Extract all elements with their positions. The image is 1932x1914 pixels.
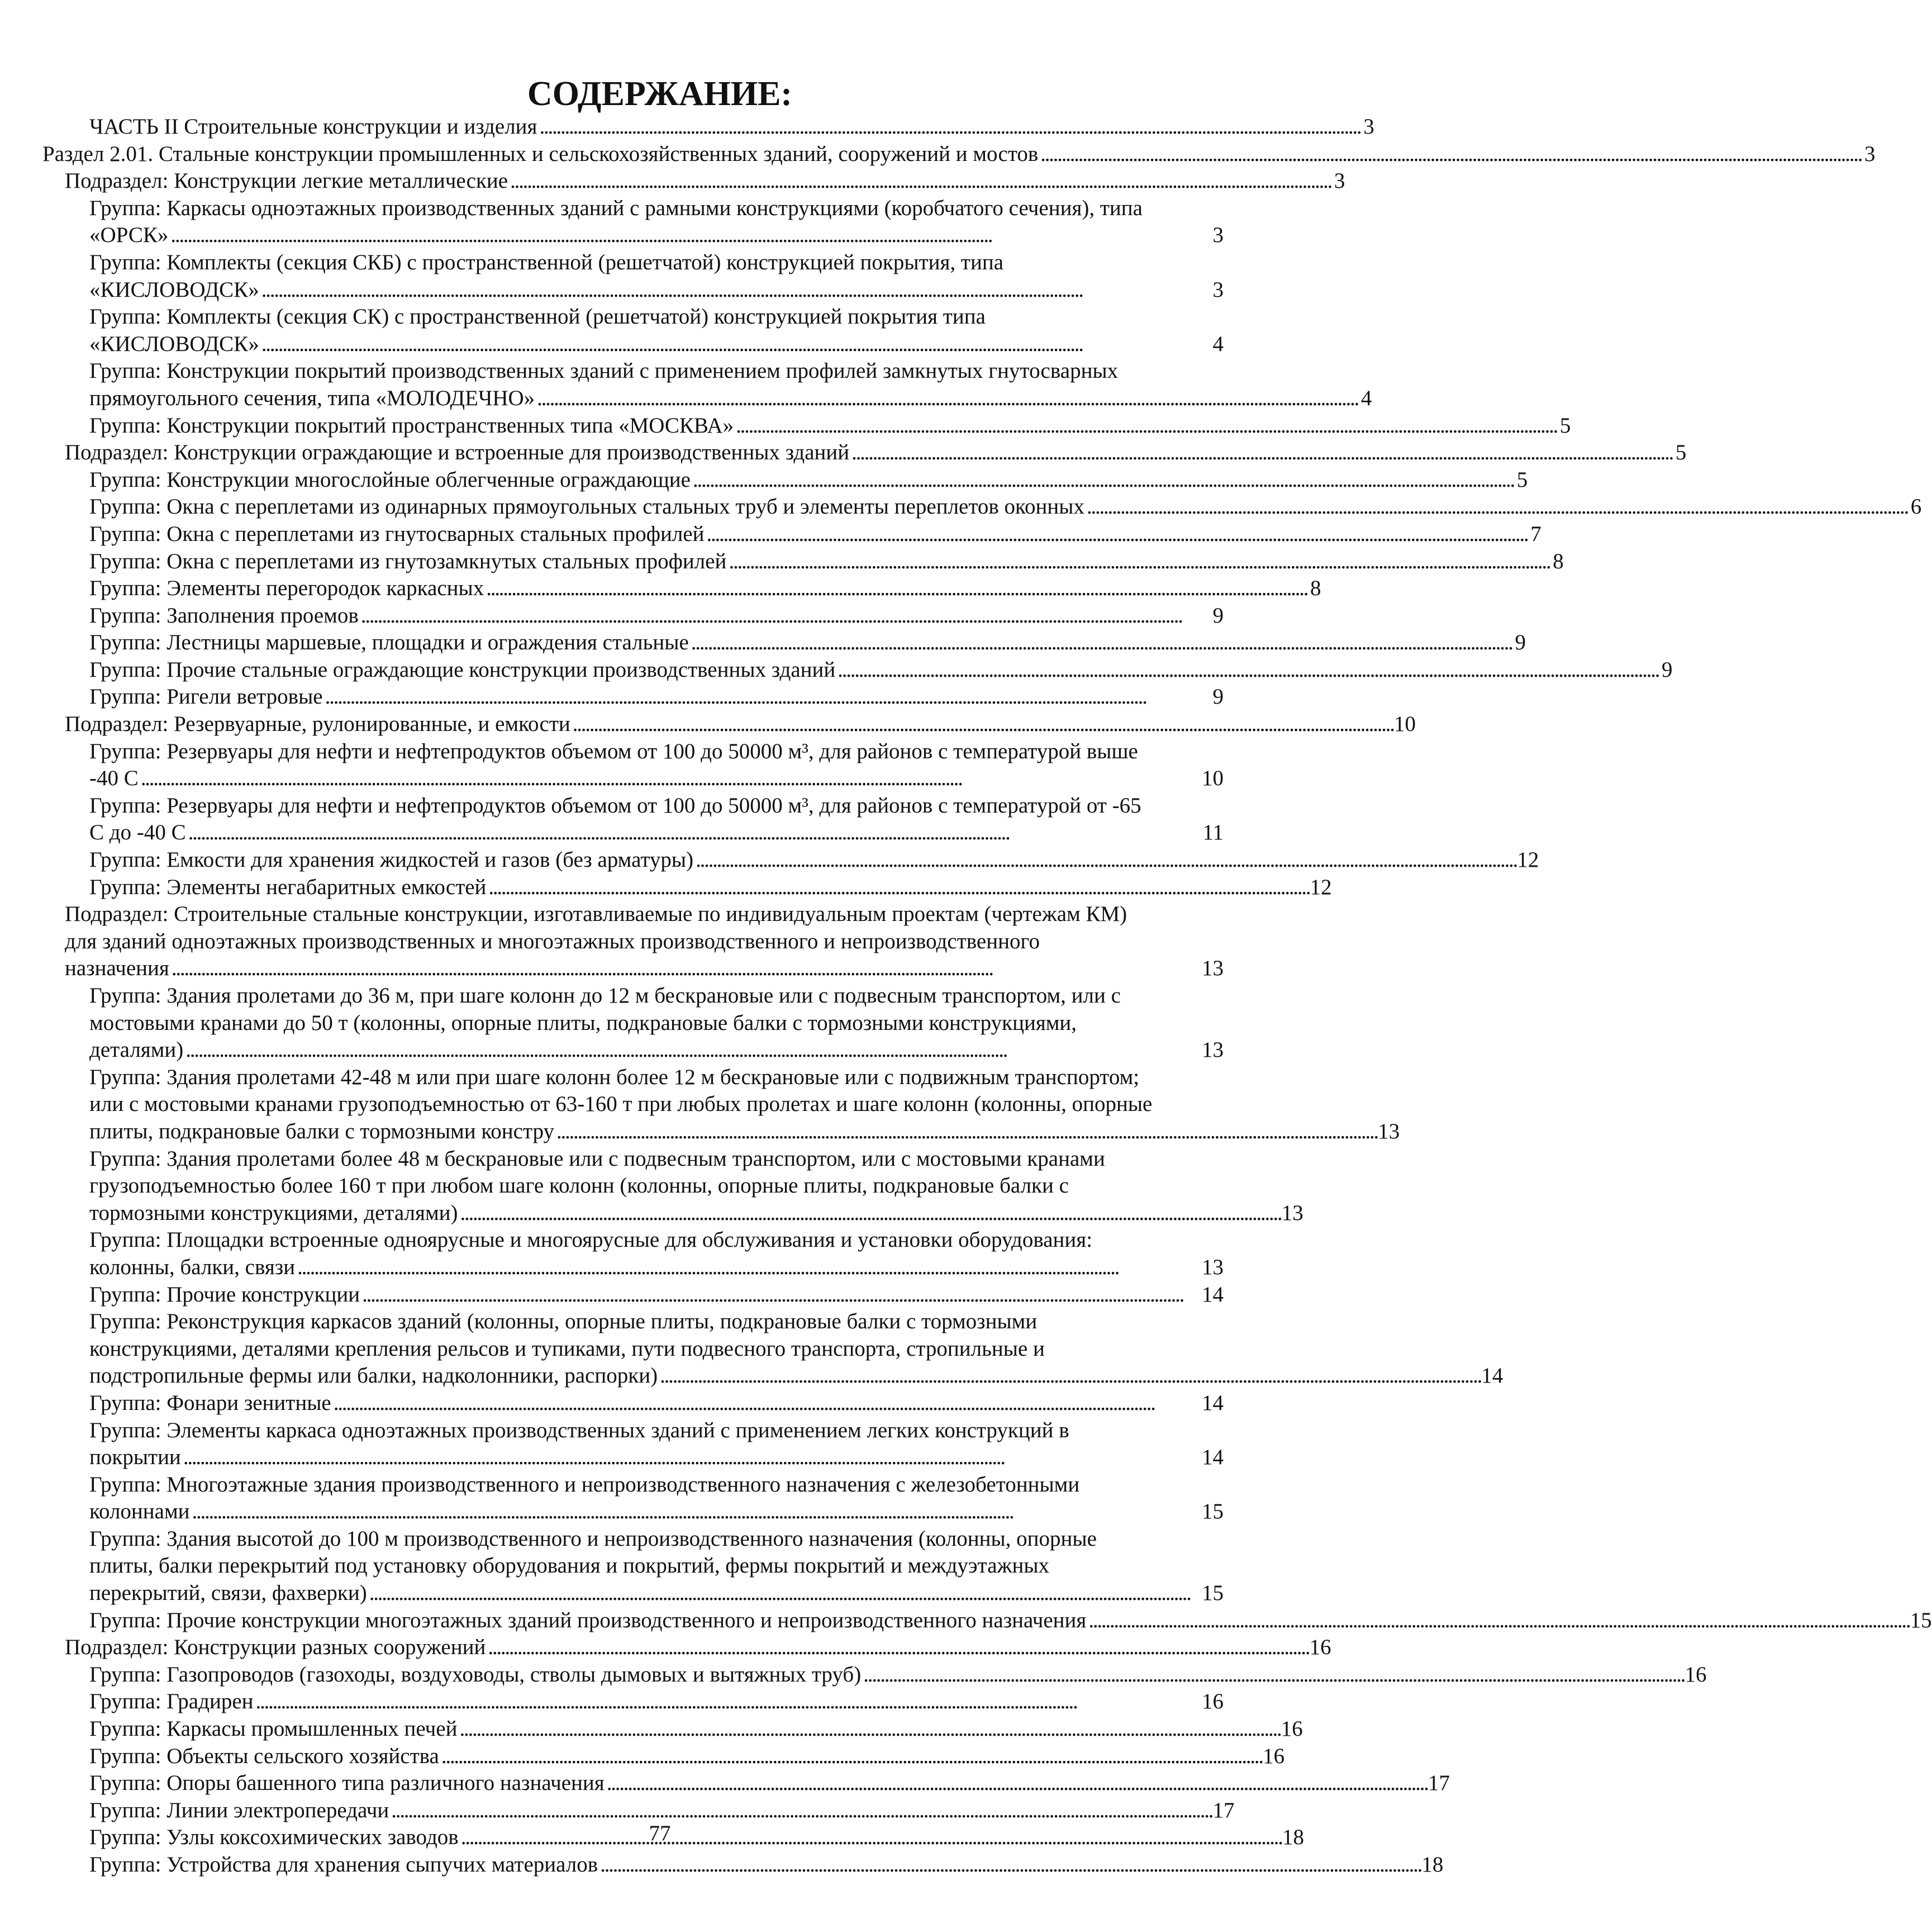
toc-entry-row [89,575,1321,602]
toc-entry-text: для зданий одноэтажных производственных и многоэтажных производственного и непроизводственного [65,929,1040,953]
toc-entry-row [89,331,1224,358]
toc-entry[interactable] [89,548,1564,576]
toc-entry-text: Группа: Резервуары для нефти и нефтепродуктов объемом от 100 до 50000 м³, для районов с температурой от -65 [89,793,1141,818]
toc-entry-row [89,1362,1503,1390]
toc-entry-text: покрытии [89,1445,181,1470]
dot-leader [334,1390,1200,1417]
toc-entry-text: «КИСЛОВОДСК» [89,277,259,302]
toc-entry[interactable] [89,874,1332,901]
toc-page-number: 16 [1263,1744,1285,1768]
toc-page-number: 18 [1282,1825,1304,1850]
toc-page-number: 7 [1530,521,1541,546]
toc-page-number: 4 [1212,331,1224,356]
toc-entry-text: Группа: Градирен [89,1689,254,1714]
dot-leader [660,1362,1479,1390]
dot-leader [736,412,1555,440]
toc-page-number: 13 [1202,956,1224,981]
dot-leader [325,683,1208,711]
toc-entry[interactable] [89,1281,1224,1309]
toc-entry-text: Группа: Комплекты (секция СКБ) с пространственной (решетчатой) конструкцией покрытия, типа [89,250,1004,274]
toc-entry-row [89,1580,1224,1607]
toc-entry-row [89,1390,1224,1417]
toc-page-number: 3 [1363,115,1374,139]
toc-entry-text: Группа: Резервуары для нефти и нефтепродуктов объемом от 100 до 50000 м³, для районов с температурой выше [89,739,1138,763]
toc-entry-text: Группа: Конструкции покрытий пространственных типа «МОСКВА» [89,413,734,438]
toc-entry-row [89,1851,1444,1879]
toc-entry[interactable] [89,982,1224,1064]
dot-leader [441,1743,1260,1770]
toc-entry-row [89,819,1224,847]
toc-entry-text: мостовыми кранами до 50 т (колонны, опорные плиты, подкрановые балки с тормозными конструкциями, [89,1010,1077,1035]
toc-entry-row [89,765,1224,792]
toc-page-number: 14 [1202,1282,1224,1307]
toc-page-number: 9 [1212,603,1224,628]
toc-page-number: 5 [1516,467,1528,492]
toc-entry-row [89,1661,1707,1689]
toc-entry[interactable] [65,1634,1331,1661]
toc-entry-text: грузоподъемностью более 160 т при любом шаге колонн (колонны, опорные плиты, подкрановые балки с [89,1174,1069,1198]
toc-entry[interactable] [89,657,1673,684]
dot-leader [1088,1607,1907,1635]
toc-entry-row [89,1200,1303,1227]
dot-leader [192,1498,1200,1526]
toc-entry-text: Группа: Каркасы промышленных печей [89,1717,458,1741]
toc-page-number: 17 [1212,1798,1235,1822]
dot-leader [837,657,1657,684]
toc-entry-text: ЧАСТЬ II Строительные конструкции и изделия [89,115,537,139]
toc-page-number: 8 [1553,549,1564,573]
dot-leader [607,1770,1426,1797]
toc-entry-row [89,1743,1285,1770]
toc-entry-text: деталями) [89,1038,184,1062]
toc-entry[interactable] [65,168,1345,195]
toc-entry[interactable] [89,113,1374,141]
toc-entry-row [65,711,1416,738]
toc-entry[interactable] [89,629,1526,657]
toc-entry-text: конструкциями, деталями крепления рельсов и тупиками, пути подвесного транспорта, стропильные и [89,1336,1045,1361]
toc-entry[interactable] [65,439,1687,467]
toc-entry-text: прямоугольного сечения, типа «МОЛОДЕЧНО» [89,386,535,410]
dot-leader [256,1688,1200,1716]
toc-entry[interactable] [42,141,1876,168]
dot-leader [556,1118,1376,1146]
toc-entry[interactable] [89,1851,1444,1879]
page-number: 77 [649,1821,671,1845]
toc-entry[interactable] [89,303,1224,358]
toc-page-number: 15 [1202,1499,1224,1524]
toc-entry-text: Группа: Ригели ветровые [89,685,323,709]
toc-entry-text: Группа: Здания пролетами 42-48 м или при шаге колонн более 12 м бескрановые или с подвижным транспортом; [89,1065,1140,1089]
toc-entry[interactable] [89,575,1321,602]
toc-entry-row [89,385,1372,412]
toc-entry[interactable] [89,1227,1224,1281]
toc-entry-text: Группа: Прочие конструкции [89,1282,360,1307]
toc-entry[interactable] [89,249,1224,303]
toc-entry-text: Группа: Объекты сельского хозяйства [89,1744,439,1768]
toc-page-number: 8 [1310,576,1321,601]
dot-leader [361,602,1208,630]
toc-entry-text: Группа: Элементы перегородок каркасных [89,576,484,601]
toc-entry-row [89,222,1224,249]
toc-page-number: 13 [1202,1038,1224,1062]
toc-entry-text: -40 С [89,766,139,791]
toc-entry-row [89,683,1224,711]
toc-entry-row [89,629,1526,657]
toc-entry[interactable] [89,1146,1303,1227]
toc-page-number: 6 [1910,495,1922,519]
toc-entry-text: Группа: Устройства для хранения сыпучих материалов [89,1853,598,1877]
toc-entry-row [65,955,1224,982]
toc-entry-text: тормозными конструкциями, деталями) [89,1200,458,1225]
toc-entry-text: Группа: Прочие стальные ограждающие конструкции производственных зданий [89,657,836,682]
toc-page-number: 3 [1864,141,1876,166]
toc-page-number: 13 [1281,1200,1303,1225]
dot-leader [693,467,1512,494]
dot-leader [362,1281,1200,1309]
toc-entry[interactable] [89,521,1541,548]
toc-entry-text: плиты, балки перекрытий под установку оборудования и покрытий, фермы покрытий и междуэтажных [89,1554,1050,1578]
toc-entry[interactable] [89,1607,1932,1635]
toc-entry-text: Подраздел: Конструкции разных сооружений [65,1635,486,1660]
toc-page-number: 16 [1281,1717,1303,1741]
toc-entry-row [89,1037,1224,1064]
toc-page-number: 16 [1309,1635,1331,1660]
toc-entry-row [89,113,1374,141]
dot-leader [170,222,1208,249]
toc-page-number: 3 [1334,169,1345,193]
toc-entry-row [89,1498,1224,1526]
dot-leader [297,1254,1200,1281]
toc-entry-row [65,1634,1331,1661]
toc-entry-text: Подраздел: Строительные стальные конструкции, изготавливаемые по индивидуальным проектам (чертежам КМ) [65,902,1127,927]
dot-leader [1040,141,1859,168]
toc-page-number: 14 [1202,1445,1224,1470]
toc-page-number: 17 [1427,1771,1450,1796]
toc-entry-row [89,1281,1224,1309]
toc-page-number: 9 [1662,657,1673,682]
toc-page-number: 10 [1202,766,1224,791]
toc-entry[interactable] [89,1526,1224,1607]
toc-page-number: 14 [1202,1390,1224,1415]
toc-entry-row [89,521,1541,548]
dot-leader [486,575,1305,602]
toc-entry[interactable] [89,195,1224,249]
toc-entry-text: Группа: Окна с переплетами из одинарных прямоугольных стальных труб и элементы переплетов оконных [89,495,1084,519]
toc-entry[interactable] [89,1064,1400,1146]
toc-page-number: 10 [1394,712,1416,737]
toc-entry-row [89,1118,1400,1146]
toc-entry-row [65,439,1687,467]
toc-page-number: 5 [1675,440,1687,465]
dot-leader [691,629,1510,657]
table-of-contents [0,113,1932,1879]
dot-leader [141,765,1200,792]
toc-entry-text: С до -40 С [89,820,186,845]
toc-entry-row [89,602,1224,630]
dot-leader [369,1580,1200,1607]
dot-leader [1087,493,1906,521]
toc-entry-text: плиты, подкрановые балки с тормозными констру [89,1119,554,1143]
toc-page-number: 5 [1559,413,1571,438]
dot-leader [459,1716,1278,1743]
dot-leader [172,955,1200,982]
toc-entry[interactable] [89,683,1224,711]
toc-page-number: 18 [1421,1853,1444,1877]
toc-entry[interactable] [89,847,1539,874]
toc-entry-text: Группа: Газопроводов (газоходы, воздуховоды, стволы дымовых и вытяжных труб) [89,1662,862,1687]
toc-entry-row [89,847,1539,874]
toc-page-number: 12 [1517,848,1539,872]
toc-entry-text: Группа: Узлы коксохимических заводов [89,1825,459,1850]
dot-leader [573,711,1392,738]
dot-leader [707,521,1526,548]
toc-entry-text: Подраздел: Конструкции ограждающие и встроенные для производственных зданий [65,440,850,465]
toc-entry-text: Группа: Емкости для хранения жидкостей и газов (без арматуры) [89,848,694,872]
dot-leader [510,168,1329,195]
toc-entry-text: «КИСЛОВОДСК» [89,331,259,356]
toc-entry-text: Группа: Здания пролетами более 48 м бескрановые или с подвесным транспортом, или с мостовыми кранами [89,1146,1105,1171]
toc-entry-text: Подраздел: Резервуарные, рулонированные, и емкости [65,712,570,737]
toc-entry-row [89,1444,1224,1471]
toc-entry-text: Группа: Заполнения проемов [89,603,359,628]
toc-page-number: 15 [1202,1581,1224,1606]
toc-entry-text: Группа: Прочие конструкции многоэтажных зданий производственного и непроизводственного назначения [89,1608,1087,1632]
dot-leader [261,331,1208,358]
toc-entry[interactable] [89,792,1224,847]
toc-entry[interactable] [65,711,1416,738]
toc-entry-text: Группа: Конструкции покрытий производственных зданий с применением профилей замкнутых гнутосварных [89,359,1119,383]
toc-entry-text: колоннами [89,1499,190,1524]
dot-leader [851,439,1671,467]
dot-leader [600,1851,1419,1879]
toc-entry[interactable] [89,1743,1285,1770]
toc-entry-row [89,1716,1303,1743]
toc-page-number: 13 [1378,1119,1400,1143]
toc-entry-row [89,548,1564,576]
toc-entry-text: Группа: Конструкции многослойные облегченные ограждающие [89,467,691,492]
toc-entry[interactable] [89,358,1372,412]
toc-entry-row [65,168,1345,195]
toc-page-number: 11 [1202,820,1224,845]
dot-leader [183,1444,1200,1471]
toc-page-number: 9 [1515,630,1526,655]
toc-entry-text: Группа: Элементы негабаритных емкостей [89,875,487,899]
toc-page-number: 16 [1684,1662,1707,1687]
toc-entry-text: перекрытий, связи, фахверки) [89,1581,367,1606]
toc-entry-row [89,1607,1932,1635]
dot-leader [460,1200,1279,1227]
dot-leader [863,1661,1682,1689]
toc-entry[interactable] [89,412,1571,440]
toc-entry-text: Группа: Многоэтажные здания производственного и непроизводственного назначения с железобетонными [89,1472,1080,1497]
toc-entry[interactable] [89,1390,1224,1417]
toc-page-number: 3 [1212,223,1224,248]
toc-page-number: 12 [1310,875,1332,899]
toc-entry[interactable] [89,467,1528,494]
toc-entry-text: Группа: Линии электропередачи [89,1798,389,1822]
toc-entry-text: Раздел 2.01. Стальные конструкции промышленных и сельскохозяйственных зданий, сооружений и мостов [42,141,1039,166]
toc-entry[interactable] [89,1661,1707,1689]
toc-entry-text: Группа: Каркасы одноэтажных производственных зданий с рамными конструкциями (коробчатого сечения), типа [89,196,1143,220]
toc-entry[interactable] [89,493,1922,521]
toc-page-number: 14 [1481,1364,1503,1388]
toc-entry[interactable] [89,738,1224,792]
toc-entry[interactable] [89,1716,1303,1743]
toc-entry-row [89,1688,1224,1716]
dot-leader [729,548,1548,576]
toc-entry-text: Группа: Реконструкция каркасов зданий (колонны, опорные плиты, подкрановые балки с тормозными [89,1309,1038,1334]
toc-entry-text: Группа: Здания пролетами до 36 м, при шаге колонн до 12 м бескрановые или с подвесным транспортом, или с [89,984,1121,1008]
toc-entry-text: «ОРСК» [89,223,169,248]
toc-entry-row [89,277,1224,304]
dot-leader [488,1634,1307,1661]
toc-entry[interactable] [89,1308,1503,1390]
toc-entry-text: Группа: Лестницы маршевые, площадки и ограждения стальные [89,630,689,655]
toc-entry[interactable] [89,602,1224,630]
dot-leader [185,1037,1200,1064]
toc-entry-text: Группа: Фонари зенитные [89,1390,331,1415]
toc-entry-row [89,467,1528,494]
toc-entry[interactable] [89,1770,1450,1797]
dot-leader [188,819,1201,847]
toc-entry-text: подстропильные фермы или балки, надколонники, распорки) [89,1364,658,1388]
toc-entry-row [89,1770,1450,1797]
toc-entry-row [89,493,1922,521]
toc-entry-text: Группа: Элементы каркаса одноэтажных производственных зданий с применением легких конструкций в [89,1418,1069,1442]
toc-entry-text: назначения [65,956,169,981]
toc-entry-text: Группа: Площадки встроенные одноярусные и многоярусные для обслуживания и установки оборудования: [89,1228,1093,1252]
toc-entry-text: Группа: Здания высотой до 100 м производственного и непроизводственного назначения (колонны, опорные [89,1526,1097,1551]
toc-page-number: 3 [1212,277,1224,302]
toc-page-number: 16 [1202,1689,1224,1714]
dot-leader [261,277,1208,304]
toc-page-number: 4 [1360,386,1372,410]
toc-page-number: 13 [1202,1255,1224,1279]
toc-entry-row [89,1254,1224,1281]
toc-entry-text: или с мостовыми кранами грузоподъемностью от 63-160 т при любых пролетах и шаге колонн (колонны, опорные [89,1092,1153,1117]
dot-leader [696,847,1515,874]
toc-page-number: 9 [1212,685,1224,709]
toc-entry-row [89,874,1332,901]
toc-entry-row [42,141,1876,168]
toc-entry[interactable] [65,901,1224,982]
toc-entry-text: Группа: Комплекты (секция СК) с пространственной (решетчатой) конструкцией покрытия типа [89,305,986,329]
toc-entry-text: Группа: Опоры башенного типа различного назначения [89,1771,605,1796]
toc-entry[interactable] [89,1417,1224,1471]
toc-page-number: 15 [1910,1608,1932,1632]
dot-leader [539,113,1358,141]
toc-entry-row [89,412,1571,440]
toc-entry[interactable] [89,1688,1224,1716]
toc-entry-text: колонны, балки, связи [89,1255,296,1279]
toc-entry[interactable] [89,1471,1224,1526]
toc-entry-text: Группа: Окна с переплетами из гнутосварных стальных профилей [89,521,705,546]
toc-entry-text: Подраздел: Конструкции легкие металлические [65,169,508,193]
toc-entry-row [89,657,1673,684]
dot-leader [537,385,1356,412]
toc-entry-text: Группа: Окна с переплетами из гнутозамкнутых стальных профилей [89,549,727,573]
dot-leader [488,874,1307,901]
page-title: СОДЕРЖАНИЕ: [527,75,793,113]
